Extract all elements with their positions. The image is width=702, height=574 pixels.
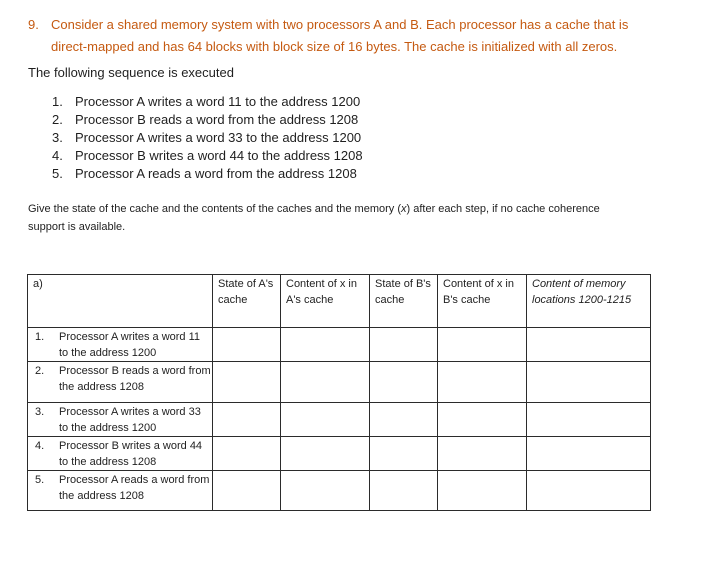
task-prompt-after: ) after each step, if no cache coherence support is available.: [28, 203, 600, 233]
question-text: Consider a shared memory system with two processors A and B. Each processor has a cache that is direct-mapped and has 64 blocks with block size of 16 bytes. The cache is initialized with all zeros.: [51, 17, 629, 54]
answer-cell[interactable]: [281, 437, 370, 471]
answer-cell[interactable]: [527, 362, 651, 403]
task-prompt-before: Give the state of the cache and the contents of the caches and the memory (: [28, 203, 401, 215]
row-step-number: 5.: [35, 474, 45, 486]
row-step-text: Processor B writes a word 44 to the address 1208: [59, 440, 203, 468]
sequence-item-number: 1.: [52, 94, 63, 109]
sequence-item-number: 4.: [52, 148, 63, 163]
answer-cell[interactable]: [527, 471, 651, 511]
question-heading: [28, 14, 668, 58]
answer-cell[interactable]: [281, 403, 370, 437]
table-header-row: [28, 275, 651, 328]
answer-cell[interactable]: [370, 328, 438, 362]
row-step-cell: [28, 437, 213, 471]
answer-cell[interactable]: [281, 471, 370, 511]
sequence-item-text: Processor A writes a word 11 to the address 1200: [75, 94, 361, 109]
row-step-cell: [28, 403, 213, 437]
row-step-cell: [28, 471, 213, 511]
answer-cell[interactable]: [213, 437, 281, 471]
answer-cell[interactable]: [527, 328, 651, 362]
task-prompt: [28, 200, 628, 236]
table-row: [28, 471, 651, 511]
question-number: 9.: [28, 17, 39, 32]
row-step-text: Processor A writes a word 11 to the address 1200: [59, 331, 201, 359]
row-step-number: 1.: [35, 331, 45, 343]
row-step-number: 2.: [35, 365, 45, 377]
answer-cell[interactable]: [370, 471, 438, 511]
answer-cell[interactable]: [281, 362, 370, 403]
header-content-b: Content of x in B's cache: [438, 275, 527, 328]
answer-cell[interactable]: [213, 471, 281, 511]
row-step-text: Processor A writes a word 33 to the address 1200: [59, 406, 201, 434]
row-step-cell: [28, 362, 213, 403]
answer-cell[interactable]: [527, 403, 651, 437]
answer-cell[interactable]: [213, 328, 281, 362]
sequence-item-text: Processor B writes a word 44 to the address 1208: [75, 148, 363, 163]
table-row: [28, 403, 651, 437]
row-step-number: 3.: [35, 406, 45, 418]
answer-cell[interactable]: [213, 403, 281, 437]
table-row: [28, 362, 651, 403]
row-step-cell: [28, 328, 213, 362]
answer-cell[interactable]: [527, 437, 651, 471]
answer-cell[interactable]: [370, 437, 438, 471]
answer-cell[interactable]: [438, 403, 527, 437]
sequence-intro: The following sequence is executed: [28, 65, 234, 80]
sequence-item-text: Processor B reads a word from the address 1208: [75, 112, 359, 127]
header-state-b: State of B's cache: [370, 275, 438, 328]
answer-cell[interactable]: [370, 362, 438, 403]
sequence-item-text: Processor A writes a word 33 to the address 1200: [75, 130, 362, 145]
answer-cell[interactable]: [438, 471, 527, 511]
task-prompt-variable: x: [401, 203, 407, 215]
table-corner-label: a): [28, 275, 213, 328]
header-memory: Content of memory locations 1200-1215: [527, 275, 651, 328]
row-step-text: Processor A reads a word from the address 1208: [59, 474, 210, 502]
answer-cell[interactable]: [281, 328, 370, 362]
answer-cell[interactable]: [370, 403, 438, 437]
answer-table: [27, 274, 651, 511]
table-row: [28, 328, 651, 362]
table-row: [28, 437, 651, 471]
row-step-text: Processor B reads a word from the address 1208: [59, 365, 211, 393]
answer-cell[interactable]: [438, 362, 527, 403]
sequence-item-number: 5.: [52, 166, 63, 181]
sequence-item-number: 2.: [52, 112, 63, 127]
row-step-number: 4.: [35, 440, 45, 452]
answer-cell[interactable]: [213, 362, 281, 403]
header-state-a: State of A's cache: [213, 275, 281, 328]
sequence-item-text: Processor A reads a word from the address 1208: [75, 166, 357, 181]
answer-cell[interactable]: [438, 437, 527, 471]
header-content-a: Content of x in A's cache: [281, 275, 370, 328]
answer-cell[interactable]: [438, 328, 527, 362]
sequence-item-number: 3.: [52, 130, 63, 145]
